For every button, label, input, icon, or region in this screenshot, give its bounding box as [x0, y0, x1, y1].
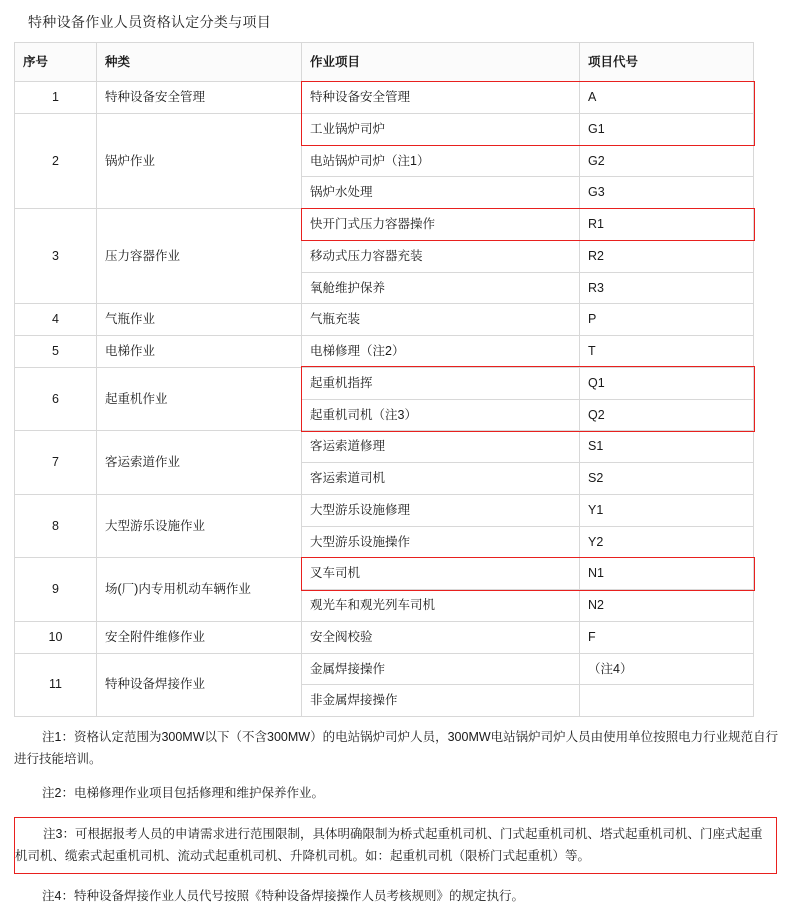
note-4: 注4：特种设备焊接作业人员代号按照《特种设备焊接操作人员考核规则》的规定执行。 [42, 889, 524, 904]
cell-kind: 安全附件维修作业 [97, 621, 302, 653]
cell-code: Y2 [580, 526, 754, 558]
cell-kind: 客运索道作业 [97, 431, 302, 495]
cell-code: Q1 [580, 367, 754, 399]
cell-code: G2 [580, 145, 754, 177]
cell-no: 1 [15, 82, 97, 114]
table-row [15, 621, 754, 653]
cell-code: N1 [580, 558, 754, 590]
cell-item: 观光车和观光列车司机 [302, 590, 580, 622]
cell-code: R3 [580, 272, 754, 304]
cell-code: R2 [580, 240, 754, 272]
cell-code: P [580, 304, 754, 336]
cell-item: 电梯修理（注2） [302, 336, 580, 368]
cell-no: 11 [15, 653, 97, 717]
column-header-kind: 种类 [97, 43, 302, 82]
cell-item: 大型游乐设施操作 [302, 526, 580, 558]
cell-item: 起重机司机（注3） [302, 399, 580, 431]
cell-code: （注4） [580, 653, 754, 685]
table-row [15, 209, 754, 241]
cell-no: 8 [15, 494, 97, 558]
cell-code: F [580, 621, 754, 653]
cell-kind: 场(厂)内专用机动车辆作业 [97, 558, 302, 622]
cell-item: 安全阀校验 [302, 621, 580, 653]
qualification-table-wrapper [0, 42, 803, 717]
cell-code: T [580, 336, 754, 368]
cell-no: 2 [15, 113, 97, 208]
cell-no: 7 [15, 431, 97, 495]
table-head [15, 43, 754, 82]
cell-kind: 气瓶作业 [97, 304, 302, 336]
cell-code [580, 685, 754, 717]
cell-kind: 锅炉作业 [97, 113, 302, 208]
table-row [15, 431, 754, 463]
cell-item: 叉车司机 [302, 558, 580, 590]
cell-no: 9 [15, 558, 97, 622]
column-header-item: 作业项目 [302, 43, 580, 82]
table-row [15, 113, 754, 145]
cell-item: 金属焊接操作 [302, 653, 580, 685]
cell-item: 大型游乐设施修理 [302, 494, 580, 526]
cell-item: 起重机指挥 [302, 367, 580, 399]
cell-code: R1 [580, 209, 754, 241]
cell-kind: 特种设备焊接作业 [97, 653, 302, 717]
cell-item: 气瓶充装 [302, 304, 580, 336]
cell-kind: 压力容器作业 [97, 209, 302, 304]
note-3: 注3：可根据报考人员的申请需求进行范围限制，具体明确限制为桥式起重机司机、门式起重机司机、塔式起重机司机、门座式起重机司机、缆索式起重机司机、流动式起重机司机、升降机司机。如：起重机司机（限桥门式起重机）等。 [14, 817, 777, 875]
cell-code: N2 [580, 590, 754, 622]
cell-item: 移动式压力容器充装 [302, 240, 580, 272]
cell-item: 锅炉水处理 [302, 177, 580, 209]
cell-no: 10 [15, 621, 97, 653]
page-title: 特种设备作业人员资格认定分类与项目 [28, 14, 272, 30]
cell-item: 非金属焊接操作 [302, 685, 580, 717]
cell-no: 4 [15, 304, 97, 336]
cell-item: 氧舱维护保养 [302, 272, 580, 304]
note-1: 注1：资格认定范围为300MW以下（不含300MW）的电站锅炉司炉人员，300MW电站锅炉司炉人员由使用单位按照电力行业规范自行进行技能培训。 [14, 730, 779, 766]
table-row [15, 336, 754, 368]
notes-section [0, 727, 803, 908]
table-row [15, 494, 754, 526]
cell-item: 电站锅炉司炉（注1） [302, 145, 580, 177]
cell-item: 特种设备安全管理 [302, 82, 580, 114]
cell-item: 工业锅炉司炉 [302, 113, 580, 145]
table-row [15, 304, 754, 336]
cell-item: 快开门式压力容器操作 [302, 209, 580, 241]
column-header-no: 序号 [15, 43, 97, 82]
cell-kind: 起重机作业 [97, 367, 302, 431]
cell-code: G3 [580, 177, 754, 209]
cell-item: 客运索道司机 [302, 463, 580, 495]
table-body [15, 82, 754, 717]
table-row [15, 653, 754, 685]
table-header-row [15, 43, 754, 82]
cell-no: 3 [15, 209, 97, 304]
table-row [15, 558, 754, 590]
cell-kind: 大型游乐设施作业 [97, 494, 302, 558]
cell-code: Y1 [580, 494, 754, 526]
cell-kind: 电梯作业 [97, 336, 302, 368]
cell-no: 6 [15, 367, 97, 431]
cell-item: 客运索道修理 [302, 431, 580, 463]
cell-code: S2 [580, 463, 754, 495]
table-row [15, 82, 754, 114]
column-header-code: 项目代号 [580, 43, 754, 82]
note-2: 注2：电梯修理作业项目包括修理和维护保养作业。 [42, 785, 324, 800]
cell-kind: 特种设备安全管理 [97, 82, 302, 114]
cell-code: S1 [580, 431, 754, 463]
cell-code: G1 [580, 113, 754, 145]
cell-code: A [580, 82, 754, 114]
qualification-table [14, 42, 754, 717]
table-row [15, 367, 754, 399]
cell-no: 5 [15, 336, 97, 368]
cell-code: Q2 [580, 399, 754, 431]
